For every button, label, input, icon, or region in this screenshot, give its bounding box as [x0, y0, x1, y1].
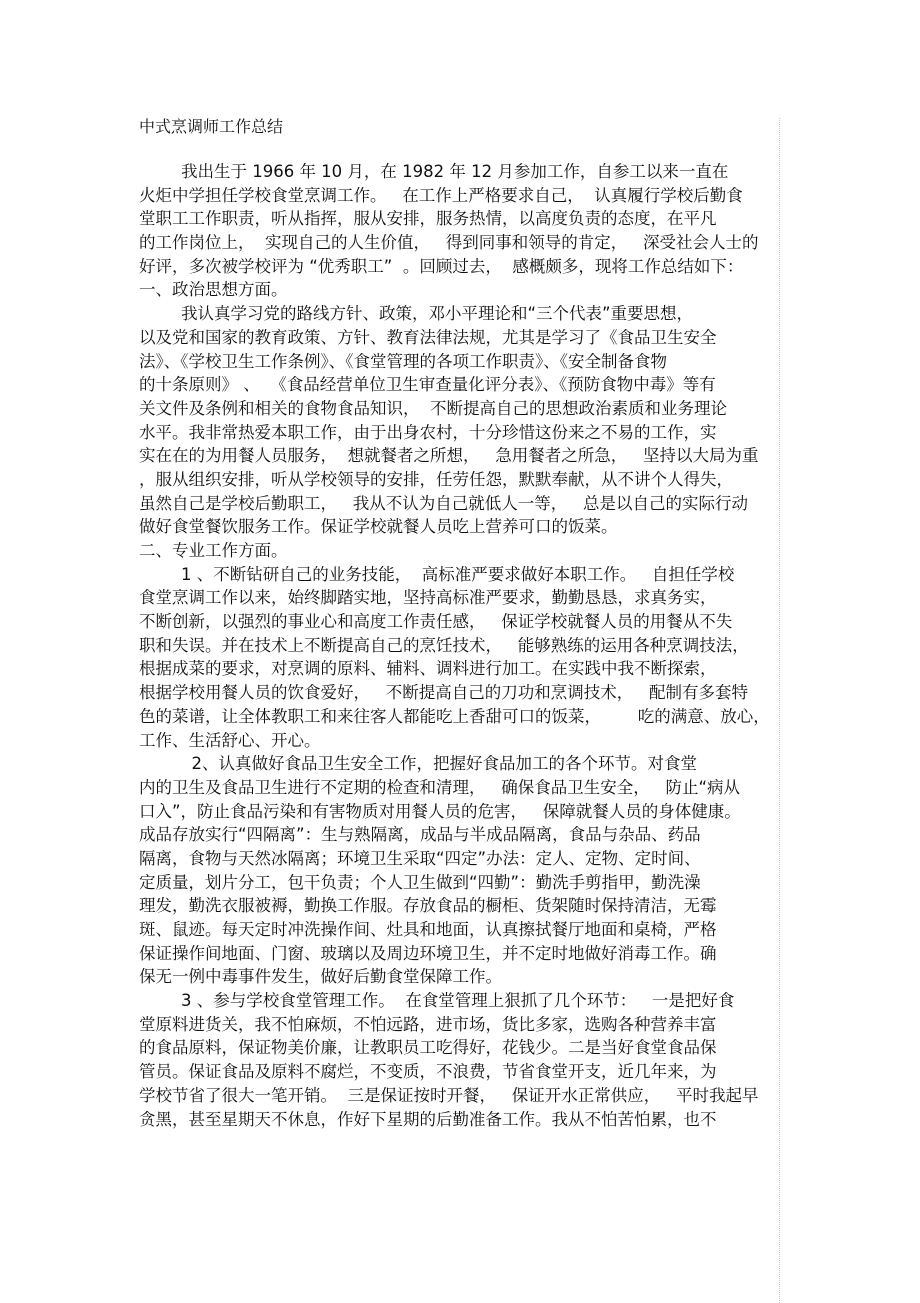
body-line: 职和失误。并在技术上不断提高自己的烹饪技术， 能够熟练的运用各种烹调技法，: [139, 635, 749, 655]
body-line: 好评，多次被学校评为 “优秀职工” 。回顾过去， 感概颇多，现将工作总结如下：: [139, 256, 744, 276]
body-line: 理发，勤洗衣服被褥，勤换工作服。存放食品的橱柜、货架随时保持清洁，无霉: [139, 896, 717, 916]
body-line: 一、政治思想方面。: [139, 280, 288, 300]
body-line: ，服从组织安排，听从学校领导的安排，任劳任怨，默默奉献，从不讲个人得失，: [139, 469, 733, 489]
body-line: 实在在的为用餐人员服务， 想就餐者之所想， 急用餐者之所急， 坚持以大局为重: [139, 446, 759, 466]
body-line: 2、认真做好食品卫生安全工作，把握好食品加工的各个环节。对食堂: [139, 754, 697, 774]
body-line: 堂原料进货关，我不怕麻烦，不怕远路，进市场，货比多家，选购各种营养丰富: [139, 1014, 717, 1034]
body-line: 工作、生活舒心、开心。: [139, 730, 321, 750]
body-line: 我出生于 1966 年 10 月，在 1982 年 12 月参加工作，自参工以来一直在: [139, 162, 729, 181]
body-line: 定质量，划片分工，包干负责；个人卫生做到“四勤”：勤洗手剪指甲，勤洗澡: [139, 872, 701, 892]
body-line: 堂职工工作职责，听从指挥，服从安排，服务热情，以高度负责的态度，在平凡: [139, 209, 717, 229]
right-margin-rule: [779, 118, 780, 1303]
body-line: 学校节省了很大一笔开销。 三是保证按时开餐， 保证开水正常供应， 平时我起早: [139, 1085, 759, 1105]
body-line: 关文件及条例和相关的食物食品知识， 不断提高自己的思想政治素质和业务理论: [139, 398, 727, 418]
body-line: 色的菜谱，让全体教职工和来往客人都能吃上香甜可口的饭菜， 吃的满意、放心，: [139, 706, 770, 726]
body-line: 虽然自己是学校后勤职工， 我从不认为自己就低人一等， 总是以自己的实际行动: [139, 493, 748, 513]
body-line: 内的卫生及食品卫生进行不定期的检查和清理， 确保食品卫生安全， 防止“病从: [139, 777, 741, 797]
body-line: 不断创新，以强烈的事业心和高度工作责任感， 保证学校就餐人员的用餐从不失: [139, 612, 733, 632]
document-title: 中式烹调师工作总结: [139, 117, 284, 136]
body-line: 根据成菜的要求，对烹调的原料、辅料、调料进行加工。在实践中我不断探索，: [139, 659, 717, 679]
document-body: [139, 160, 779, 1131]
body-line: 1 、不断钻研自己的业务技能， 高标准严要求做好本职工作。 自担任学校: [139, 564, 735, 584]
body-line: 以及党和国家的教育政策、方针、教育法律法规，尤其是学习了《食品卫生安全: [139, 327, 717, 347]
body-line: 我认真学习党的路线方针、政策，邓小平理论和“三个代表”重要思想，: [139, 304, 694, 324]
body-line: 贪黑，甚至星期天不休息，作好下星期的后勤准备工作。我从不怕苦怕累，也不: [139, 1109, 717, 1129]
body-line: 保无一例中毒事件发生，做好后勤食堂保障工作。: [139, 967, 502, 987]
body-line: 做好食堂餐饮服务工作。保证学校就餐人员吃上营养可口的饭菜。: [139, 517, 618, 537]
body-line: 根据学校用餐人员的饮食爱好， 不断提高自己的刀功和烹调技术， 配制有多套特: [139, 683, 748, 703]
body-line: 成品存放实行“四隔离”：生与熟隔离，成品与半成品隔离，食品与杂品、药品: [139, 825, 701, 845]
body-line: 管员。保证食品及原料不腐烂，不变质，不浪费，节省食堂开支，近几年来，为: [139, 1062, 717, 1082]
body-line: 保证操作间地面、门窗、玻璃以及周边环境卫生，并不定时地做好消毒工作。确: [139, 943, 717, 963]
body-line: 的十条原则》 、 《食品经营单位卫生审查量化评分表》、《预防食物中毒》等有: [139, 375, 716, 395]
body-line: 的食品原料，保证物美价廉，让教职员工吃得好，花钱少。二是当好食堂食品保: [139, 1038, 717, 1058]
body-line: 口入”，防止食品污染和有害物质对用餐人员的危害， 保障就餐人员的身体健康。: [139, 801, 741, 821]
body-line: 水平。我非常热爱本职工作，由于出身农村，十分珍惜这份来之不易的工作，实: [139, 422, 717, 442]
body-line: 斑、鼠迹。每天定时冲洗操作间、灶具和地面，认真擦拭餐厅地面和桌椅，严格: [139, 920, 717, 939]
body-line: 隔离，食物与天然冰隔离；环境卫生采取“四定”办法：定人、定物、定时间、: [139, 848, 701, 868]
body-line: 3 、参与学校食堂管理工作。 在食堂管理上狠抓了几个环节： 一是把好食: [139, 991, 735, 1011]
body-line: 法》、《学校卫生工作条例》、《食堂管理的各项工作职责》、《安全制备食物: [139, 351, 667, 371]
body-line: 二、专业工作方面。: [139, 541, 288, 560]
body-line: 的工作岗位上， 实现自己的人生价值， 得到同事和领导的肯定， 深受社会人士的: [139, 233, 759, 253]
body-line: 食堂烹调工作以来，始终脚踏实地，坚持高标准严要求，勤勤恳恳，求真务实，: [139, 588, 717, 608]
body-line: 火炬中学担任学校食堂烹调工作。 在工作上严格要求自己， 认真履行学校后勤食: [139, 185, 743, 205]
